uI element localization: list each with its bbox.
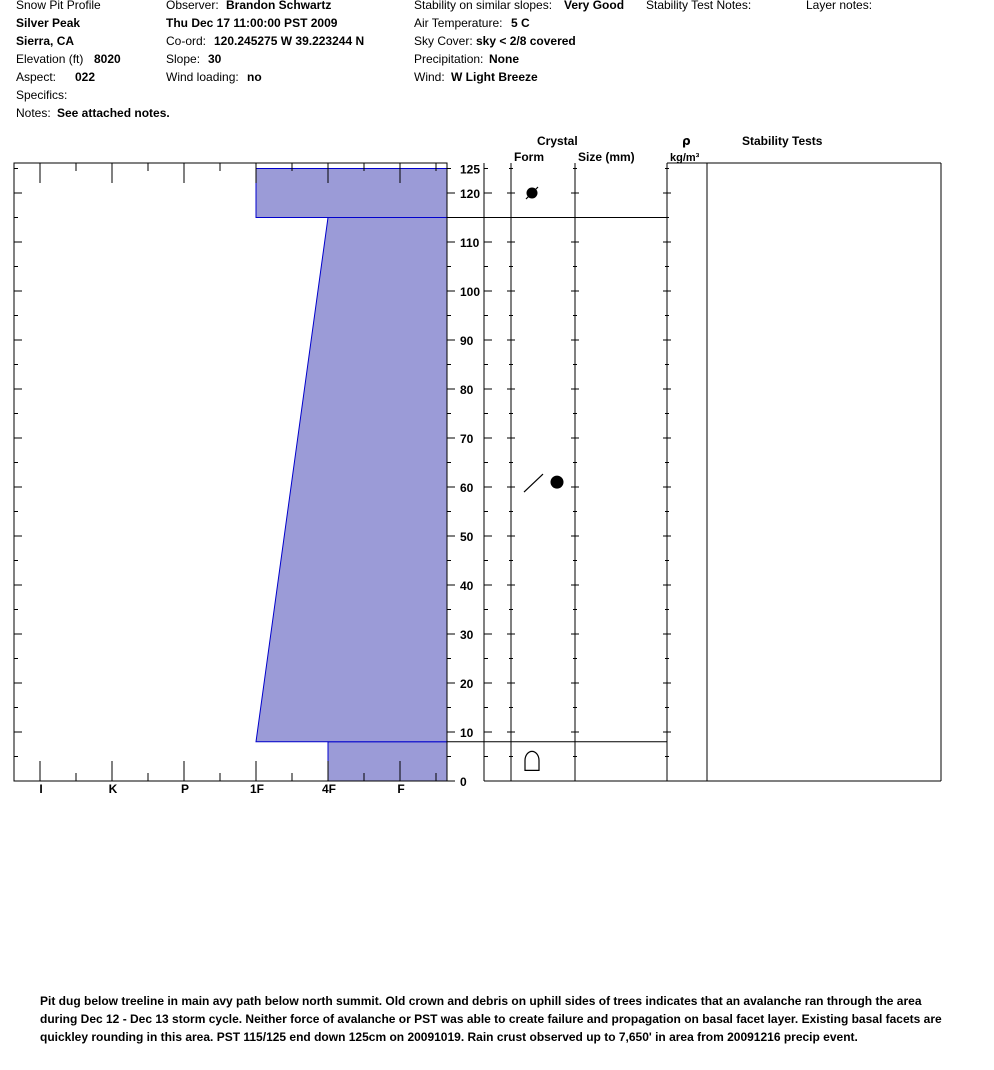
hardness-label-F: F — [397, 782, 405, 796]
slope-label: Slope: — [166, 52, 201, 66]
height-label-80: 80 — [460, 383, 474, 397]
sky-value: sky < 2/8 covered — [476, 34, 576, 48]
location-name: Silver Peak — [16, 16, 81, 30]
slope-value: 30 — [208, 52, 222, 66]
coord-value: 120.245275 W 39.223244 N — [214, 34, 365, 48]
stability-label: Stability on similar slopes: — [414, 0, 553, 12]
hardness-label-4F: 4F — [321, 782, 337, 796]
sky-label: Sky Cover: — [414, 34, 473, 48]
height-label-100: 100 — [460, 285, 481, 299]
region: Sierra, CA — [16, 34, 75, 48]
height-label-10: 10 — [460, 726, 474, 740]
stability-value: Very Good — [564, 0, 625, 12]
hardness-layer-2 — [256, 169, 447, 218]
symbol-faceted-rounded — [525, 751, 539, 770]
page-title: Snow Pit Profile — [16, 0, 101, 12]
height-label-90: 90 — [460, 334, 474, 348]
precip-value: None — [489, 52, 519, 66]
wind-loading-value: no — [247, 70, 262, 84]
notes-label: Notes: — [16, 106, 51, 120]
observer-label: Observer: — [166, 0, 219, 12]
specifics-label: Specifics: — [16, 88, 68, 102]
stability-test-notes-label: Stability Test Notes: — [646, 0, 752, 12]
wind-value: W Light Breeze — [451, 70, 538, 84]
size-header: Size (mm) — [578, 150, 635, 164]
symbol-round-dot — [551, 476, 564, 489]
height-label-125: 125 — [460, 162, 481, 177]
crystal-grid-ticks — [484, 169, 671, 782]
hardness-profile — [256, 169, 447, 782]
elevation-label: Elevation (ft) — [16, 52, 84, 66]
height-label-60: 60 — [460, 481, 474, 495]
hardness-label-I: I — [39, 782, 43, 796]
symbol-fragment-line — [524, 474, 543, 492]
height-label-30: 30 — [460, 628, 474, 642]
coord-label: Co-ord: — [166, 34, 207, 48]
aspect-value: 022 — [75, 70, 96, 84]
precip-label: Precipitation: — [414, 52, 484, 66]
hardness-label-K: K — [108, 782, 118, 796]
rho-header: ρ — [682, 134, 691, 148]
height-label-20: 20 — [460, 677, 474, 691]
notes-value: See attached notes. — [57, 106, 170, 120]
crystal-grid — [484, 163, 941, 781]
height-label-110: 110 — [460, 236, 480, 250]
crystal-symbols — [524, 187, 564, 770]
hardness-layer-0 — [328, 742, 447, 781]
pit-notes: Pit dug below treeline in main avy path below north summit. Old crown and debris on uphill sides of trees indicates that an avalanche ran through the area during Dec 12 - Dec 13 storm cycle. Neither force of avalanche or PST was able to create failure and propagation on basal facet layer. Existing basal facets are quickley rounding in this area. PST 115/125 end down 125cm on 20091019. Rain crust observed up to 7,650' in area from 20091216 precip event. — [40, 994, 942, 1044]
hardness-label-1F: 1F — [249, 782, 265, 796]
layer-notes-label: Layer notes: — [806, 0, 873, 12]
air-temp-value: 5 C — [511, 16, 530, 30]
height-label-120: 120 — [460, 187, 481, 201]
density-unit-header: kg/m³ — [670, 152, 700, 164]
aspect-label: Aspect: — [16, 70, 57, 84]
stability-tests-header: Stability Tests — [742, 134, 823, 148]
form-header: Form — [514, 150, 544, 164]
crystal-header: Crystal — [537, 134, 578, 148]
wind-loading-label: Wind loading: — [166, 70, 239, 84]
height-label-70: 70 — [460, 432, 474, 446]
height-label-50: 50 — [460, 530, 474, 544]
elevation-value: 8020 — [94, 52, 121, 66]
height-label-40: 40 — [460, 579, 474, 593]
hardness-label-P: P — [180, 782, 190, 796]
observer-value: Brandon Schwartz — [226, 0, 332, 12]
wind-label: Wind: — [414, 70, 445, 84]
air-temp-label: Air Temperature: — [414, 16, 503, 30]
datetime: Thu Dec 17 11:00:00 PST 2009 — [166, 16, 338, 30]
height-label-0: 0 — [460, 775, 467, 789]
hardness-layer-1 — [256, 218, 447, 742]
